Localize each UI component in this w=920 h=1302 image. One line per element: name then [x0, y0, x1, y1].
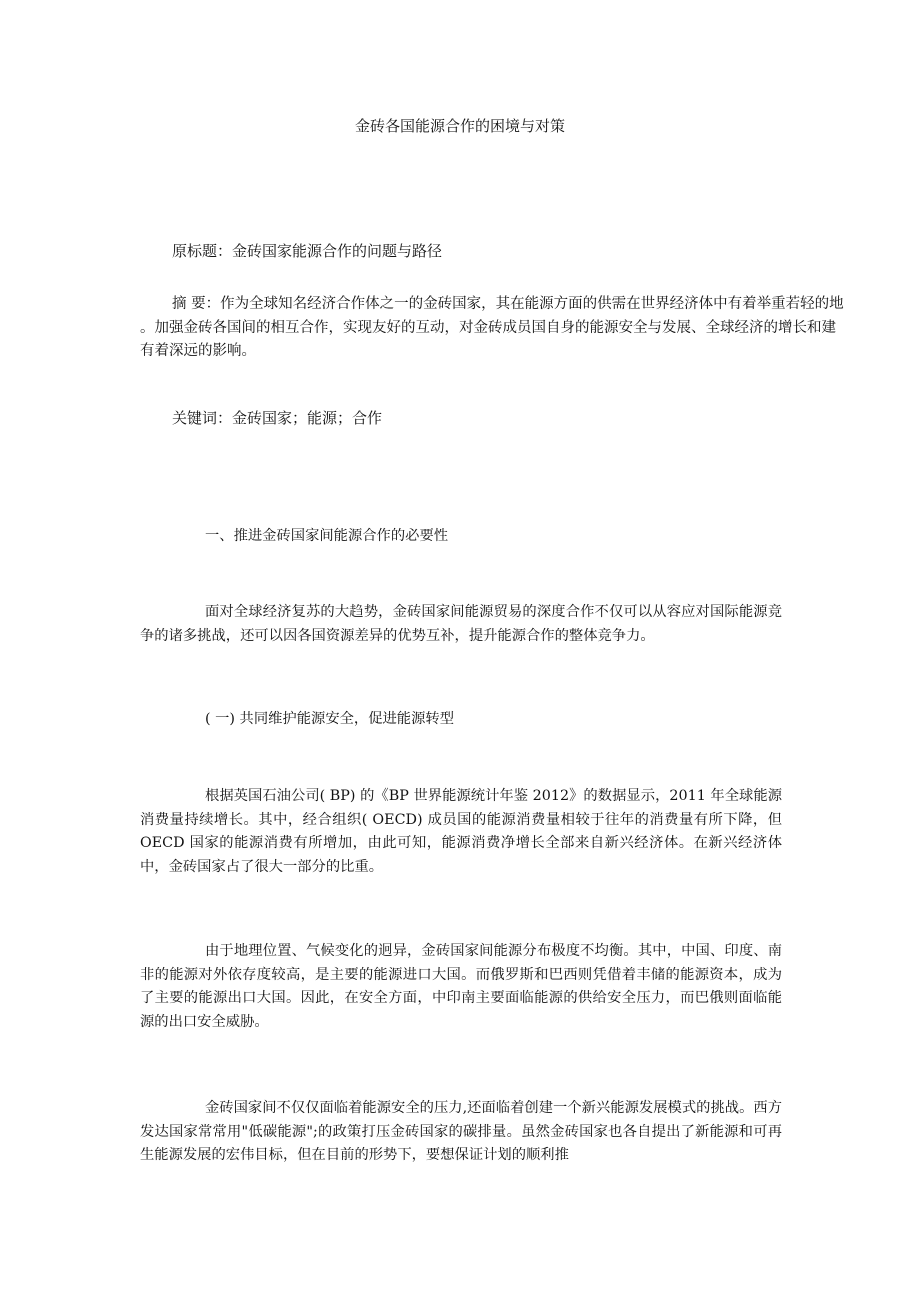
abstract-line-3: 有着深远的影响。 [140, 343, 256, 359]
abstract-line-2: 。加强金砖各国间的相互合作，实现友好的互动，对金砖成员国自身的能源安全与发展、全球经济的增长和建 [140, 319, 836, 336]
paragraph-4: 金砖国家间不仅仅面临着能源安全的压力,还面临着创建一个新兴能源发展模式的挑战。西方发达国家常常用"低碳能源";的政策打压金砖国家的碳排量。虽然金砖国家也各自提出了新能源和可再生能源发展的宏伟目标，但在目前的形势下，要想保证计划的顺利推 [140, 1100, 782, 1164]
paragraph-2: 根据英国石油公司( BP) 的《BP 世界能源统计年鉴 2012》的数据显示，2011 年全球能源消费量持续增长。其中，经合组织( OECD) 成员国的能源消费量相较于往年的消费量有所下降，但 OECD 国家的能源消费有所增加，由此可知，能源消费净增长全部来自新兴经济体。在新兴经济体中，金砖国家占了很大一部分的比重。 [140, 788, 782, 875]
paragraph-1: 面对全球经济复苏的大趋势，金砖国家间能源贸易的深度合作不仅可以从容应对国际能源竞争的诸多挑战，还可以因各国资源差异的优势互补，提升能源合作的整体竞争力。 [140, 604, 782, 644]
section-heading-1: 一、推进金砖国家间能源合作的必要性 [205, 528, 449, 544]
abstract-line-1: 摘 要：作为全球知名经济合作体之一的金砖国家，其在能源方面的供需在世界经济体中有着举重若轻的地 [172, 296, 844, 312]
subsection-heading-1: ( 一) 共同维护能源安全，促进能源转型 [205, 711, 454, 727]
document-title: 金砖各国能源合作的困境与对策 [354, 117, 565, 135]
keywords: 关键词：金砖国家；能源；合作 [172, 409, 383, 427]
abstract [140, 293, 920, 364]
paragraph-3: 由于地理位置、气候变化的迥异，金砖国家间能源分布极度不均衡。其中，中国、印度、南非的能源对外依存度较高，是主要的能源进口大国。而俄罗斯和巴西则凭借着丰储的能源资本，成为了主要的能源出口大国。因此，在安全方面，中印南主要面临能源的供给安全压力，而巴俄则面临能源的出口安全威胁。 [140, 943, 782, 1030]
original-title: 原标题：金砖国家能源合作的问题与路径 [172, 242, 443, 260]
